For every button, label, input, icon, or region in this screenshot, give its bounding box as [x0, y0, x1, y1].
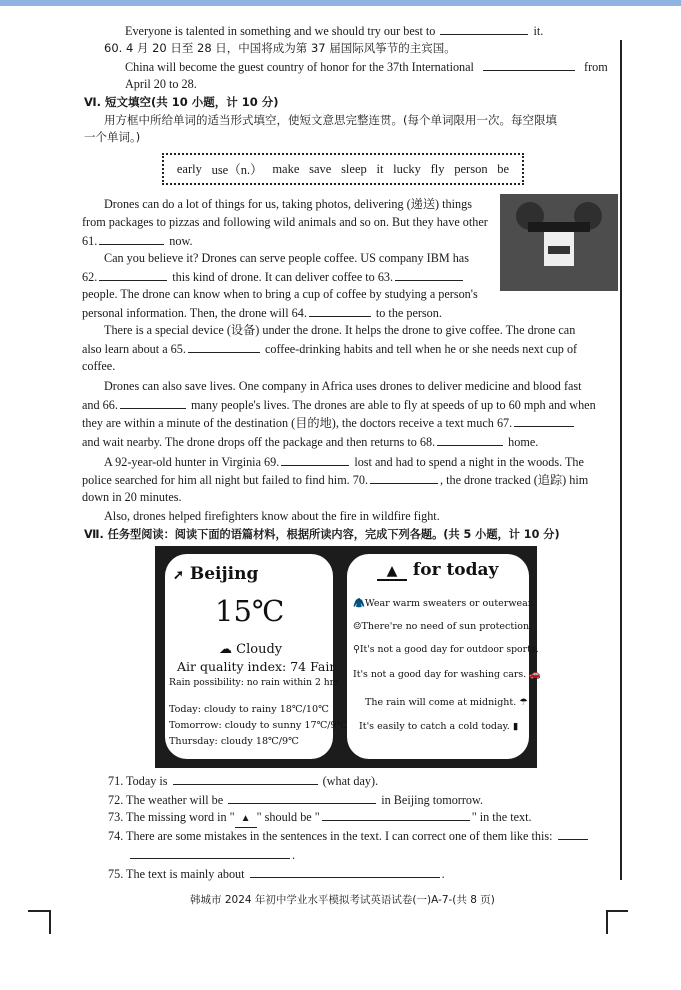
line-1	[125, 22, 543, 40]
word-box	[162, 153, 524, 185]
answer-blank-71[interactable]	[173, 772, 318, 785]
q71	[108, 772, 378, 790]
tip-text: Wear warm sweaters or outerwear.	[364, 598, 535, 609]
triangle-icon: ▲	[235, 810, 257, 828]
q72	[108, 791, 483, 809]
word-option: lucky	[393, 161, 421, 176]
crop-mark	[49, 910, 51, 934]
text: in Beijing tomorrow.	[381, 793, 484, 807]
margin-line	[620, 40, 622, 880]
q74	[108, 827, 590, 845]
location-arrow-icon: ➚	[173, 568, 184, 583]
word-option: person	[454, 161, 488, 176]
text: and	[82, 398, 100, 412]
section6-heading: Ⅵ. 短文填空(共 10 小题，计 10 分)	[84, 95, 279, 109]
text: they are within a minute of the destination (目的地), the doctors receive a text much	[82, 416, 494, 430]
answer-blank-74b[interactable]	[130, 846, 290, 859]
word-option: use（n.）	[211, 163, 263, 177]
answer-blank-67[interactable]	[514, 414, 574, 427]
q60-english-2: April 20 to 28.	[125, 77, 197, 91]
text: from	[584, 60, 608, 74]
q-number: 64.	[291, 306, 307, 320]
text: .	[441, 867, 445, 881]
p5-line-c: down in 20 minutes.	[82, 490, 182, 504]
p1-line-b: from packages to pizzas and following wild animals and so on. But they have other	[82, 215, 488, 229]
answer-blank-73[interactable]	[322, 808, 470, 821]
answer-blank[interactable]	[440, 22, 528, 35]
answer-blank-68[interactable]	[437, 433, 503, 446]
text: 72. The weather will be	[108, 793, 224, 807]
condition-text: Cloudy	[236, 642, 283, 657]
text: " should be "	[256, 810, 320, 824]
tip-text: The rain will come at midnight.	[365, 697, 517, 708]
text: lost and had to spend a night in the woods. The	[354, 455, 584, 469]
drone-photo	[500, 194, 618, 291]
weather-card-right	[347, 554, 541, 759]
answer-blank-65[interactable]	[188, 340, 260, 353]
text: this kind of drone. It can deliver coffee to	[172, 270, 375, 284]
word-option: sleep	[341, 161, 367, 176]
p1-line-c	[82, 232, 193, 250]
answer-blank-75[interactable]	[250, 865, 440, 878]
tip-2	[353, 621, 532, 632]
forecast-thursday: Thursday: cloudy 18℃/9℃	[169, 736, 299, 747]
tip-6	[359, 721, 518, 732]
text: " in the text.	[471, 810, 532, 824]
p1-line-a: Drones can do a lot of things for us, taking photos, delivering (递送) things	[104, 197, 472, 211]
section6-instruction: 用方框中所给单词的适当形式填空，使短文意思完整连贯。(每个单词限用一次。每空限填	[104, 113, 557, 127]
text: 71. Today is	[108, 774, 168, 788]
text: , the drone tracked (追踪) him	[440, 473, 589, 487]
cloud-icon: ☁	[219, 642, 232, 657]
p2-line-d	[82, 304, 442, 322]
tip-1	[353, 598, 534, 609]
q-number: 65.	[170, 342, 186, 356]
tips-heading	[377, 560, 498, 581]
q-number: 66.	[102, 398, 118, 412]
answer-blank-63[interactable]	[395, 268, 463, 281]
text: (what day).	[322, 774, 379, 788]
answer-blank-62[interactable]	[99, 268, 167, 281]
answer-blank-61[interactable]	[99, 232, 164, 245]
crop-mark	[606, 910, 608, 934]
forecast-tomorrow: Tomorrow: cloudy to sunny 17℃/9℃	[169, 720, 348, 731]
q60-chinese: 60. 4 月 20 日至 28 日，中国将成为第 37 届国际风筝节的主宾国。	[104, 41, 456, 55]
text: also learn about a	[82, 342, 168, 356]
tip-text: It's easily to catch a cold today.	[359, 721, 510, 732]
text: coffee-drinking habits and tell when he or she needs next cup of	[264, 342, 578, 356]
text: personal information. Then, the drone will	[82, 306, 289, 320]
section6-instruction-2: 一个单词。)	[84, 130, 141, 144]
text: 75. The text is mainly about	[108, 867, 245, 881]
answer-blank-70[interactable]	[370, 471, 438, 484]
p3-line-b	[82, 340, 577, 358]
word-option: be	[497, 161, 510, 176]
p3-line-a: There is a special device (设备) under the drone. It helps the drone to give coffee. The drone can	[104, 323, 576, 337]
p4-line-b	[82, 396, 596, 414]
tip-5	[365, 697, 528, 708]
city-heading	[173, 564, 258, 584]
tip-text: It's not a good day for washing cars.	[353, 669, 527, 680]
answer-blank-69[interactable]	[281, 453, 349, 466]
p2-line-c: people. The drone can know when to bring a cup of coffee by studying a person's	[82, 287, 478, 301]
q75	[108, 865, 445, 883]
crop-mark	[28, 910, 50, 912]
p4-line-d	[82, 433, 538, 451]
medicine-bottle-icon: ▮	[509, 721, 519, 732]
p2-line-a: Can you believe it? Drones can serve people coffee. US company IBM has	[104, 251, 469, 265]
q74-line-2	[128, 846, 295, 864]
tip-4	[353, 669, 541, 680]
word-option: make	[272, 161, 300, 176]
weather-card-left	[165, 554, 348, 759]
sweater-icon: 🧥	[353, 598, 365, 609]
answer-blank-72[interactable]	[228, 791, 376, 804]
missing-word-triangle-icon: ▲	[377, 563, 407, 581]
q-number: 61.	[82, 234, 98, 248]
q60-english	[125, 58, 608, 76]
answer-blank-74a[interactable]	[558, 827, 588, 840]
text: now.	[169, 234, 193, 248]
text: A 92-year-old hunter in Virginia	[104, 455, 261, 469]
q-number: 62.	[82, 270, 98, 284]
condition	[219, 642, 282, 657]
weather-panel	[155, 546, 541, 768]
p2-line-b	[82, 268, 465, 286]
city-name: Beijing	[189, 564, 259, 584]
q-number: 68.	[419, 435, 436, 449]
word-option: fly	[430, 161, 445, 176]
tip-text: It's not a good day for outdoor sports.	[359, 644, 539, 655]
page-footer: 韩城市 2024 年初中学业水平模拟考试英语试卷(一)A-7-(共 8 页)	[190, 894, 495, 906]
tips-title: for today	[412, 560, 499, 580]
text: Everyone is talented in something and we should try our best to	[125, 24, 436, 38]
p5-line-b	[82, 471, 588, 489]
text: police searched for him all night but failed to find him.	[82, 473, 350, 487]
text: 74. There are some mistakes in the sentences in the text. I can correct one of them like this:	[108, 829, 553, 843]
answer-blank[interactable]	[483, 58, 575, 71]
text: and wait nearby. The drone drops off the package and then returns to	[82, 435, 417, 449]
tip-text: There're no need of sun protection.	[361, 621, 533, 632]
q-number: 67.	[496, 416, 513, 430]
text: China will become the guest country of honor for the 37th International	[125, 60, 474, 74]
forecast-today: Today: cloudy to rainy 18℃/10℃	[169, 704, 329, 715]
rain-possibility: Rain possibility: no rain within 2 hrs	[169, 677, 339, 688]
answer-blank-64[interactable]	[309, 304, 371, 317]
badminton-icon: ⚲	[353, 644, 360, 655]
text: to the person.	[375, 306, 442, 320]
temperature: 15℃	[215, 594, 285, 628]
car-icon: 🚗	[526, 669, 541, 680]
word-option: save	[309, 161, 332, 176]
q-number: 70.	[352, 473, 368, 487]
p4-line-c	[82, 414, 576, 432]
air-quality: Air quality index: 74 Fair	[177, 659, 336, 674]
crop-mark	[606, 910, 628, 912]
p5-line-a	[104, 453, 584, 471]
q-number: 69.	[264, 455, 280, 469]
section7-heading: Ⅶ. 任务型阅读：阅读下面的语篇材料，根据所读内容，完成下列各题。(共 5 小题，计 10 分)	[84, 528, 560, 541]
q-number: 63.	[377, 270, 394, 284]
sunglasses-icon: ☺	[353, 621, 362, 632]
text: home.	[508, 435, 539, 449]
umbrella-icon: ☂	[516, 697, 528, 708]
word-option: early	[176, 161, 202, 176]
text: many people's lives. The drones are able to fly at speeds of up to 60 mph and when	[190, 398, 596, 412]
p3-line-c: coffee.	[82, 359, 116, 373]
answer-blank-66[interactable]	[120, 396, 186, 409]
p4-line-a: Drones can also save lives. One company in Africa uses drones to deliver medicine and blood fast	[104, 379, 582, 393]
q73	[108, 808, 532, 828]
text: it.	[533, 24, 544, 38]
p6-line: Also, drones helped firefighters know about the fire in wildfire fight.	[104, 509, 440, 523]
text: .	[292, 848, 296, 862]
tip-3	[353, 644, 539, 655]
text: 73. The missing word in "	[108, 810, 235, 824]
word-option: it	[376, 161, 384, 176]
